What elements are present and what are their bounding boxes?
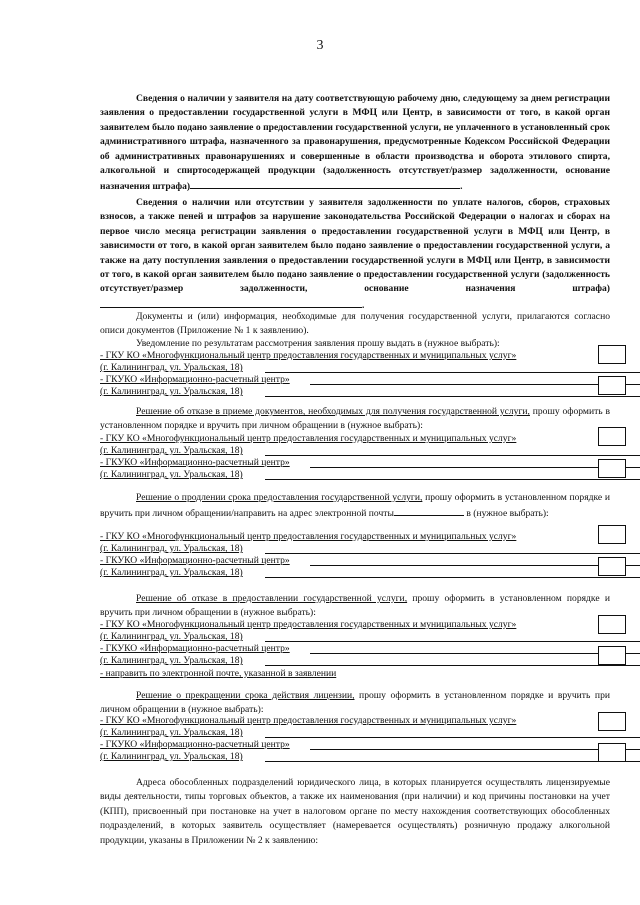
extension-center-address xyxy=(100,566,610,580)
extension-tail: в (нужное выбрать): xyxy=(463,508,549,520)
termination-center-address-label: (г. Калининград, ул. Уральская, 18) xyxy=(100,751,243,762)
refusal-docs-mfc-checkbox[interactable] xyxy=(598,427,626,446)
documents-paragraph: Документы и (или) информация, необходимые для получения государственной услуги, прилагаются согласно описи документов (Приложение № 1 к заявлению). xyxy=(100,311,610,337)
refusal-service-mfc-checkbox[interactable] xyxy=(598,615,626,634)
fines-info-text: Сведения о наличии у заявителя на дату соответствующую рабочему дню, следующему за днем регистрации заявления о предоставлении государственной услуги в МФЦ или Центр, в зависимости от того, в какой орган заявителем было подано заявление о предоставлении государственной услуги, не уплаченного в установленный срок административного штрафа, назначенного за правонарушения, предусмотренные Кодексом Российской Федерации об административных правонарушениях и совершенные в области производства и оборота этилового спирта, алкогольной и спиртосодержащей продукции (задолженность отсутствует/размер задолженности, основание назначения штрафа) xyxy=(100,93,610,193)
extension-paragraph xyxy=(100,491,610,522)
termination-center-address xyxy=(100,750,610,764)
termination-mfc-label: - ГКУ КО «Многофункциональный центр предоставления государственных и муниципальных услуг» xyxy=(100,715,517,726)
termination-title: Решение о прекращении срока действия лицензии, xyxy=(136,690,355,701)
notice-paragraph: Уведомление по результатам рассмотрения заявления прошу выдать в (нужное выбрать): xyxy=(136,338,500,349)
extension-center-label: - ГКУКО «Информационно-расчетный центр» xyxy=(100,555,290,566)
extension-mfc-checkbox[interactable] xyxy=(598,525,626,544)
tax-debt-blank[interactable] xyxy=(100,297,362,308)
refusal-docs-center-label: - ГКУКО «Информационно-расчетный центр» xyxy=(100,457,290,468)
refusal-docs-center-checkbox[interactable] xyxy=(598,459,626,478)
notice-center-address-label: (г. Калининград, ул. Уральская, 18) xyxy=(100,386,243,397)
termination-mfc-checkbox[interactable] xyxy=(598,712,626,731)
tax-debt-text: Сведения о наличии или отсутствии у заявителя задолженности по уплате налогов, сборов, страховых взносов, а также пеней и штрафов за нарушение законодательства Российской Федерации о налогах и сборах на первое число месяца регистрации заявления о предоставлении государственной услуги в МФЦ или Центр, в зависимости от того, в какой орган заявителем было подано заявление о предоставлении государственной услуги, а также на дату поступления заявления о предоставлении государственной услуги в МФЦ или Центр, в зависимости от того, в какой орган заявителем было подано заявление о предоставлении государственной услуги (задолженность отсутствует/размер задолженности, основание назначения штрафа) xyxy=(100,197,610,295)
notice-center-address xyxy=(100,385,610,399)
extension-rest: прошу оформить в установленном порядке и вручить при личном обращении/направить на адрес электронной почты xyxy=(100,492,610,520)
refusal-service-center-checkbox[interactable] xyxy=(598,646,626,665)
tax-debt-end: . xyxy=(362,299,365,311)
notice-mfc-label: - ГКУ КО «Многофункциональный центр предоставления государственных и муниципальных услуг» xyxy=(100,350,517,361)
notice-center-label: - ГКУКО «Информационно-расчетный центр» xyxy=(100,374,290,385)
extension-mfc-label: - ГКУ КО «Многофункциональный центр предоставления государственных и муниципальных услуг» xyxy=(100,531,517,542)
refusal-docs-center-address-label: (г. Калининград, ул. Уральская, 18) xyxy=(100,469,243,480)
extension-mfc-address-label: (г. Калининград, ул. Уральская, 18) xyxy=(100,543,243,554)
refusal-service-center-address-label: (г. Калининград, ул. Уральская, 18) xyxy=(100,655,243,666)
extension-center-checkbox[interactable] xyxy=(598,557,626,576)
refusal-service-rest: прошу оформить в установленном порядке и вручить при личном обращении в (нужное выбрать): xyxy=(100,593,610,619)
refusal-service-mfc-label: - ГКУ КО «Многофункциональный центр предоставления государственных и муниципальных услуг» xyxy=(100,619,517,630)
refusal-docs-paragraph xyxy=(100,405,610,434)
refusal-docs-rest: прошу оформить в установленном порядке и вручить при личном обращении в (нужное выбрать): xyxy=(100,406,611,432)
refusal-service-email-option xyxy=(100,667,610,681)
notice-mfc-checkbox[interactable] xyxy=(598,345,626,364)
refusal-service-title: Решение об отказе в предоставлении государственной услуги, xyxy=(136,593,408,604)
termination-rest: прошу оформить в установленном порядке и вручить при личном обращении в (нужное выбрать): xyxy=(100,690,610,716)
termination-center-label: - ГКУКО «Информационно-расчетный центр» xyxy=(100,739,290,750)
refusal-service-center-address xyxy=(100,654,610,668)
fines-info-paragraph xyxy=(100,92,610,195)
refusal-service-center-label: - ГКУКО «Информационно-расчетный центр» xyxy=(100,643,290,654)
tax-debt-paragraph xyxy=(100,196,610,313)
fines-info-blank[interactable] xyxy=(190,178,460,189)
extension-center-address-label: (г. Калининград, ул. Уральская, 18) xyxy=(100,567,243,578)
refusal-service-paragraph xyxy=(100,592,610,621)
refusal-service-mfc-address-label: (г. Калининград, ул. Уральская, 18) xyxy=(100,631,243,642)
refusal-docs-mfc-address-label: (г. Калининград, ул. Уральская, 18) xyxy=(100,445,243,456)
refusal-docs-mfc-label: - ГКУ КО «Многофункциональный центр предоставления государственных и муниципальных услуг» xyxy=(100,433,517,444)
refusal-docs-center-address xyxy=(100,468,610,482)
extension-email-blank[interactable] xyxy=(394,505,464,516)
refusal-docs-title: Решение об отказе в приеме документов, необходимых для получения государственной услуги, xyxy=(136,406,530,417)
notice-mfc-address-label: (г. Калининград, ул. Уральская, 18) xyxy=(100,362,243,373)
page-number: 3 xyxy=(316,38,324,53)
termination-center-checkbox[interactable] xyxy=(598,743,626,762)
fines-info-end: . xyxy=(460,181,463,193)
addresses-paragraph: Адреса обособленных подразделений юридического лица, в которых планируется осуществлять лицензируемые виды деятельности, типы торговых объектов, а также их наименования (при наличии) и код причины постановки на учет (КПП), присвоенный при постановке на учет в налоговом органе по месту нахождения соответствующих обособленных подразделений, в которых заявитель осуществляет (намеревается осуществлять) розничную продажу алкогольной продукции, указаны в Приложении № 2 к заявлению: xyxy=(100,777,610,846)
termination-mfc-address-label: (г. Калининград, ул. Уральская, 18) xyxy=(100,727,243,738)
notice-center-checkbox[interactable] xyxy=(598,376,626,395)
extension-title: Решение о продлении срока предоставления государственной услуги, xyxy=(136,492,423,503)
refusal-service-email-label: - направить по электронной почте, указанной в заявлении xyxy=(100,668,337,679)
